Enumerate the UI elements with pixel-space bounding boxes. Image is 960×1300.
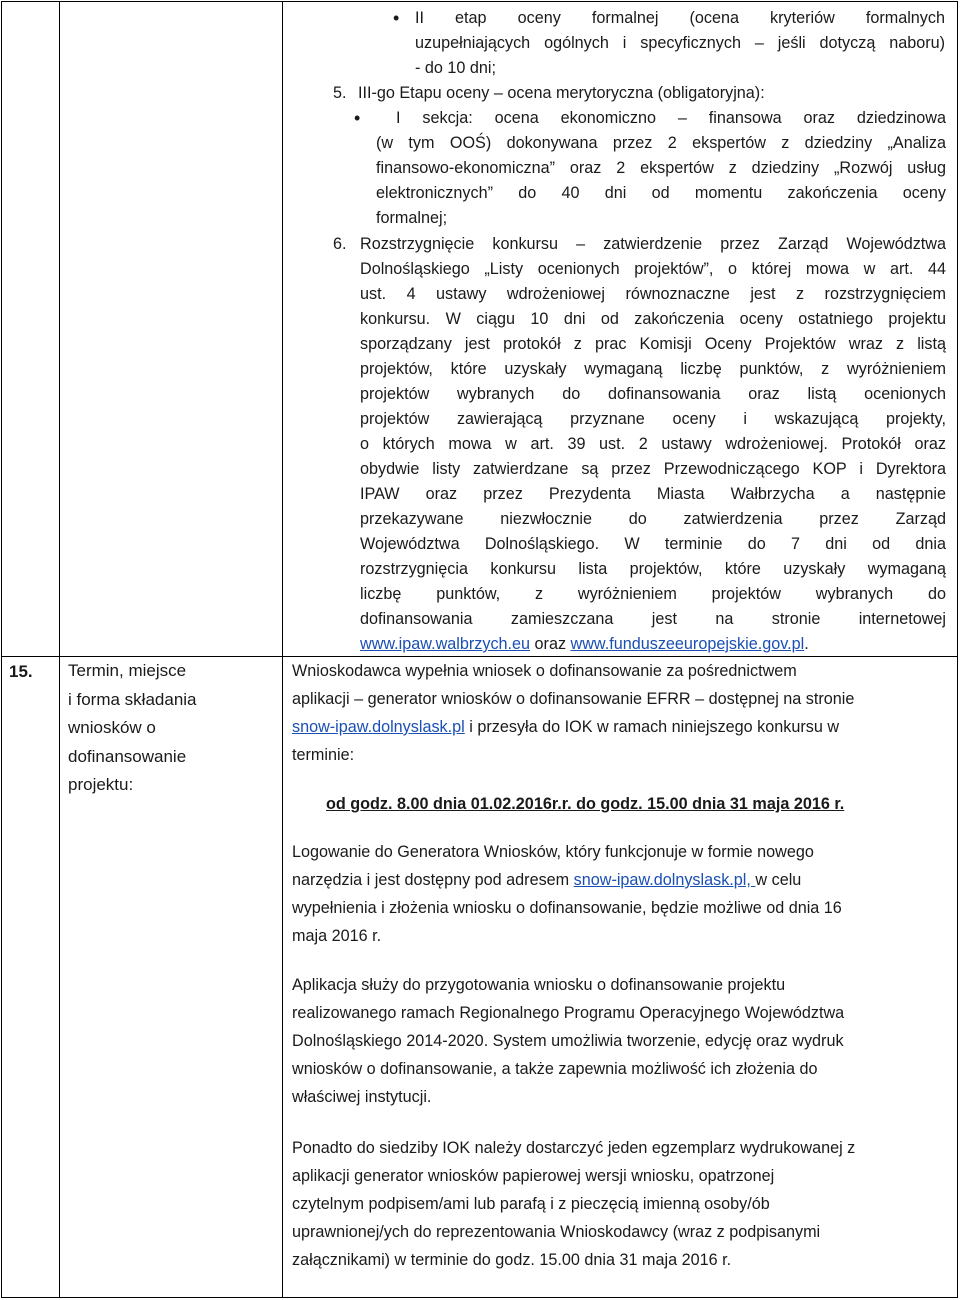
- column-divider-2: [282, 1, 283, 1298]
- label-line: i forma składania: [68, 689, 197, 709]
- text-line: Rozstrzygnięcie konkursu – zatwierdzenie przez Zarząd Województwa: [360, 235, 946, 253]
- column-divider-1: [59, 1, 60, 1298]
- link-ipaw-walbrzych[interactable]: www.ipaw.walbrzych.eu: [360, 635, 531, 653]
- paragraph-login: [292, 838, 952, 950]
- link-snow-ipaw-login[interactable]: snow-ipaw.dolnyslask.pl,: [573, 871, 756, 889]
- text-line: Ponadto do siedziby IOK należy dostarczyć jeden egzemplarz wydrukowanej z: [292, 1139, 856, 1157]
- row-number: 15.: [9, 662, 33, 681]
- text-segment: w celu: [755, 871, 802, 889]
- text-line: finansowo-ekonomiczna” oraz 2 ekspertów z dziedziny „Rozwój usług: [376, 159, 946, 177]
- text-line: projektów zawierającą przyznane oceny i wskazującą projekty,: [360, 410, 946, 428]
- text-line: terminie:: [292, 746, 355, 764]
- text-line: realizowanego ramach Regionalnego Programu Operacyjnego Województwa: [292, 1004, 845, 1022]
- text-line: sporządzany jest protokół z prac Komisji Oceny Projektów wraz z listą: [360, 335, 946, 353]
- text-line: liczbę punktów, z wyróżnieniem projektów wybranych do: [360, 585, 946, 603]
- text-line: projektów wybranych do dofinansowania oraz listą ocenionych: [360, 385, 946, 403]
- label-line: dofinansowanie: [68, 746, 187, 766]
- text-line: • II etap oceny formalnej (ocena kryteriów formalnych: [415, 9, 945, 27]
- text-line: Województwa Dolnośląskiego. W terminie do 7 dni od dnia: [360, 535, 946, 553]
- link-join-text: oraz: [530, 635, 571, 653]
- text-line: rozstrzygnięcia konkursu lista projektów, które uzyskały wymaganą: [360, 560, 946, 578]
- table-border-left: [1, 1, 2, 1298]
- text-line: elektronicznych” do 40 dni od momentu zakończenia oceny: [376, 184, 946, 202]
- text-line: przekazywane niezwłocznie do zatwierdzenia przez Zarząd: [360, 510, 946, 528]
- text-line: IPAW oraz przez Prezydenta Miasta Wałbrzycha a następnie: [360, 485, 946, 503]
- text-line: właściwej instytucji.: [292, 1088, 432, 1106]
- deadline-text: od godz. 8.00 dnia 01.02.2016r.r. do godz. 15.00 dnia 31 maja 2016 r.: [326, 795, 845, 813]
- text-line: [292, 866, 952, 894]
- row-label: [68, 657, 278, 800]
- text-line: Aplikacja służy do przygotowania wniosku o dofinansowanie projektu: [292, 976, 786, 994]
- text-line: • I sekcja: ocena ekonomiczno – finansowa oraz dziedzinowa: [396, 109, 946, 127]
- label-line: Termin, miejsce: [68, 661, 187, 680]
- text-line: czytelnym podpisem/ami lub parafą i z pieczęcią imienną osoby/ób: [292, 1195, 770, 1213]
- text-line: ust. 4 ustawy wdrożeniowej równoznaczne jest z rozstrzygnięciem: [360, 285, 946, 303]
- label-line: wniosków o: [68, 718, 156, 737]
- link-end-text: .: [804, 635, 809, 653]
- text-line: uzupełniających ogólnych i specyficznych – jeśli dotyczą naboru): [415, 34, 945, 52]
- text-segment: narzędzia i jest dostępny pod adresem: [292, 871, 574, 889]
- text-line: Wnioskodawca wypełnia wniosek o dofinansowanie za pośrednictwem: [292, 662, 797, 680]
- text-line: - do 10 dni;: [415, 59, 496, 77]
- text-line: maja 2016 r.: [292, 927, 382, 945]
- bullet-stage-ii: [415, 6, 945, 81]
- text-line: projektów, które uzyskały wymaganą liczbę punktów, z wyróżnieniem: [360, 360, 946, 378]
- link-funduszeeuropejskie[interactable]: www.funduszeeuropejskie.gov.pl: [570, 635, 805, 653]
- text-line: Dolnośląskiego 2014-2020. System umożliwia tworzenie, edycję oraz wydruk: [292, 1032, 844, 1050]
- text-line: o których mowa w art. 39 ust. 2 ustawy wdrożeniowej. Protokół oraz: [360, 435, 946, 453]
- link-snow-ipaw[interactable]: snow-ipaw.dolnyslask.pl: [292, 718, 465, 736]
- table-border-bottom: [1, 1297, 958, 1298]
- text-line: formalnej;: [376, 209, 448, 227]
- text-line: uprawnionej/ych do reprezentowania Wnioskodawcy (wraz z podpisanymi: [292, 1223, 821, 1241]
- paragraph-paper-copy: [292, 1134, 952, 1274]
- text-line: (w tym OOŚ) dokonywana przez 2 ekspertów z dziedziny „Analiza: [376, 134, 946, 152]
- item-5-number: 5.: [333, 84, 347, 102]
- text-line: aplikacji – generator wniosków o dofinansowanie EFRR – dostępnej na stronie: [292, 690, 855, 708]
- table-border-top: [1, 1, 958, 2]
- table-border-right: [957, 1, 958, 1298]
- text-line: konkursu. W ciągu 10 dni od zakończenia oceny ostatniego projektu: [360, 310, 946, 328]
- text-line: wypełnienia i złożenia wniosku o dofinansowanie, będzie możliwe od dnia 16: [292, 899, 842, 917]
- item-6-body: [360, 232, 946, 657]
- text-line: dofinansowania zamieszczana jest na stronie internetowej: [360, 610, 946, 628]
- paragraph-application: [292, 971, 952, 1111]
- bullet-section-i: [376, 106, 946, 231]
- text-segment: i przesyła do IOK w ramach niniejszego konkursu w: [464, 718, 840, 736]
- text-line: aplikacji generator wniosków papierowej wersji wniosku, opatrzonej: [292, 1167, 775, 1185]
- text-line: załącznikami) w terminie do godz. 15.00 dnia 31 maja 2016 r.: [292, 1251, 732, 1269]
- paragraph-submission: [292, 657, 952, 769]
- links-line: [360, 632, 946, 657]
- item-5-title: III-go Etapu oceny – ocena merytoryczna (obligatoryjna):: [358, 84, 765, 102]
- item-6-number: 6.: [333, 235, 347, 253]
- text-line: Logowanie do Generatora Wniosków, który funkcjonuje w formie nowego: [292, 843, 814, 861]
- label-line: projektu:: [68, 775, 134, 794]
- text-line: wniosków o dofinansowanie, a także zapewnia możliwość ich złożenia do: [292, 1060, 818, 1078]
- text-line: obydwie listy zatwierdzane są przez Przewodniczącego KOP i Dyrektora: [360, 460, 946, 478]
- text-line: Dolnośląskiego „Listy ocenionych projektów”, o której mowa w art. 44: [360, 260, 946, 278]
- text-line: [292, 713, 952, 741]
